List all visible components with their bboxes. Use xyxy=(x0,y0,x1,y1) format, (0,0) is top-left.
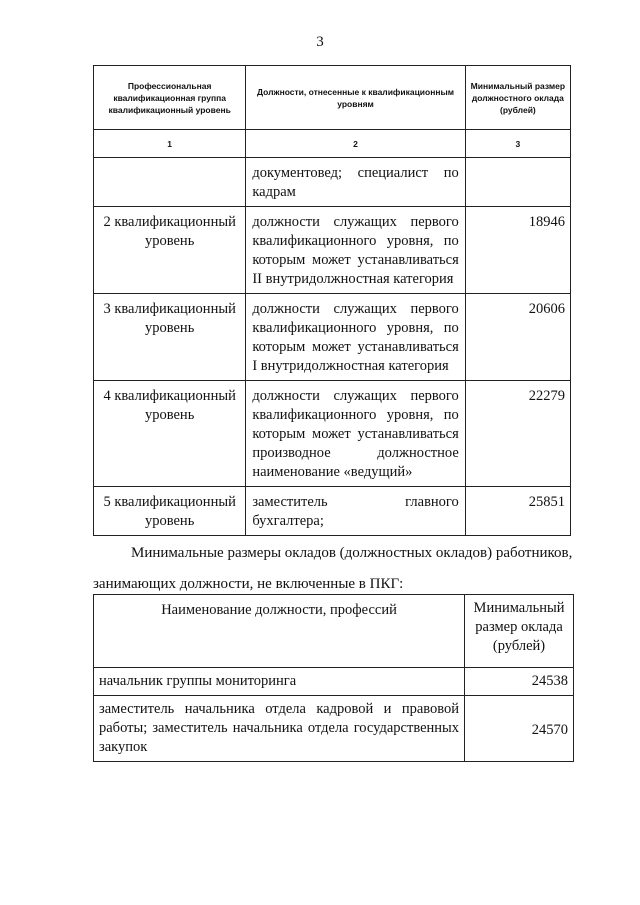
row-position-name: заместитель начальника отдела кадровой и правовой работы; заместитель начальника отдела государственных закупок xyxy=(94,696,465,762)
row-level: 3 квалификационный уровень xyxy=(94,294,246,381)
row-salary: 20606 xyxy=(465,294,570,381)
header-minimum-salary: Минимальный размер должностного оклада (рублей) xyxy=(465,66,570,130)
row-salary: 25851 xyxy=(465,487,570,536)
page-number: 3 xyxy=(316,34,324,50)
table-row xyxy=(94,381,571,487)
row-salary: 24538 xyxy=(465,668,574,696)
paragraph-line-1: Минимальные размеры окладов (должностных окладов) работников, xyxy=(131,545,573,561)
column-index: 3 xyxy=(465,130,570,158)
row-level: 2 квалификационный уровень xyxy=(94,207,246,294)
row-positions: должности служащих первого квалификационного уровня, по которым может устанавливаться I внутридолжностная категория xyxy=(246,294,465,381)
row-positions: заместитель главного бухгалтера; xyxy=(246,487,465,536)
paragraph-line-2: занимающих должности, не включенные в ПКГ: xyxy=(93,576,404,592)
row-salary: 24570 xyxy=(465,696,574,762)
column-index: 1 xyxy=(94,130,246,158)
table-row xyxy=(94,668,574,696)
column-index-row xyxy=(94,130,571,158)
table-row xyxy=(94,696,574,762)
row-level: 4 квалификационный уровень xyxy=(94,381,246,487)
row-position-name: начальник группы мониторинга xyxy=(94,668,465,696)
table-header-row xyxy=(94,66,571,130)
row-level: 5 квалификационный уровень xyxy=(94,487,246,536)
row-positions: должности служащих первого квалификационного уровня, по которым может устанавливаться II внутридолжностная категория xyxy=(246,207,465,294)
header-minimum-salary: Минимальный размер оклада (рублей) xyxy=(465,595,574,668)
other-positions-table xyxy=(93,594,574,762)
row-salary xyxy=(465,158,570,207)
table-row xyxy=(94,294,571,381)
row-positions: должности служащих первого квалификационного уровня, по которым может устанавливаться производное должностное наименование «ведущий» xyxy=(246,381,465,487)
header-position-name: Наименование должности, профессий xyxy=(94,595,465,668)
row-salary: 18946 xyxy=(465,207,570,294)
column-index: 2 xyxy=(246,130,465,158)
table-row xyxy=(94,207,571,294)
qualification-levels-table xyxy=(93,65,571,536)
table-header-row xyxy=(94,595,574,668)
row-level xyxy=(94,158,246,207)
header-qualification-group: Профессиональная квалификационная группа квалификационный уровень xyxy=(94,66,246,130)
row-salary: 22279 xyxy=(465,381,570,487)
table-row xyxy=(94,487,571,536)
row-positions: документовед; специалист по кадрам xyxy=(246,158,465,207)
header-positions: Должности, отнесенные к квалификационным уровням xyxy=(246,66,465,130)
table-row xyxy=(94,158,571,207)
